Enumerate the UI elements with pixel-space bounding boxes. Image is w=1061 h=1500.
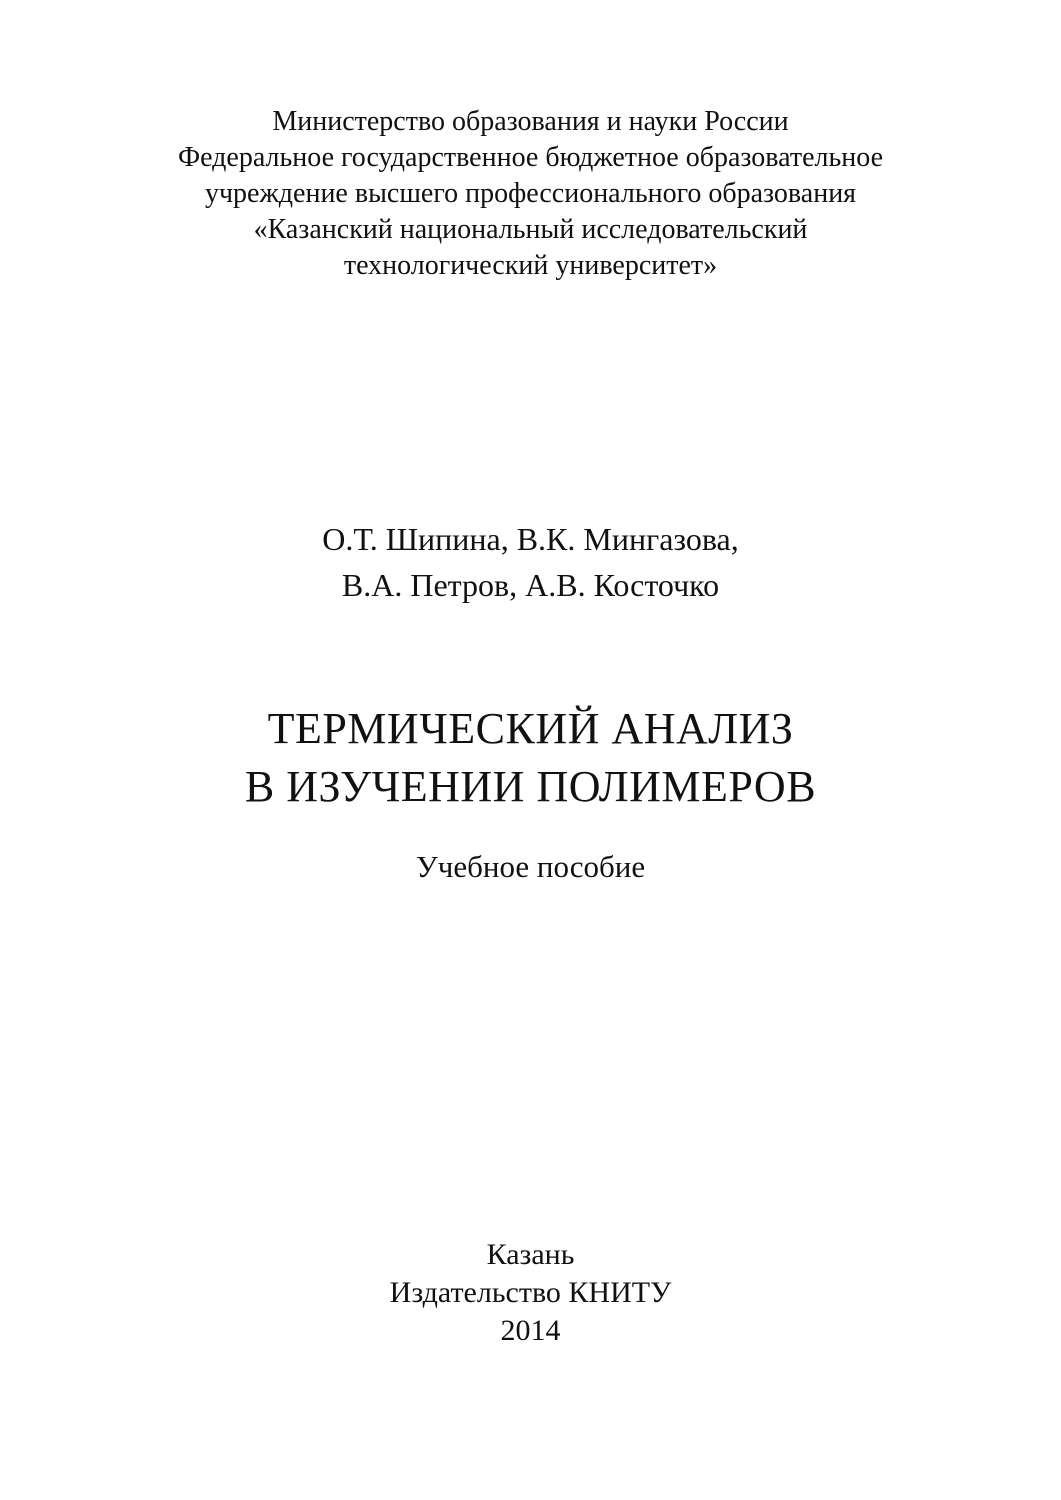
institution-level-line: учреждение высшего профессионального образования	[204, 178, 857, 209]
university-name-line-1: «Казанский национальный исследовательский	[253, 214, 808, 245]
authors-block	[0, 516, 1061, 608]
authors-line-2: В.А. Петров, А.В. Косточко	[341, 567, 720, 603]
book-title	[0, 700, 1061, 816]
imprint-year: 2014	[500, 1314, 561, 1347]
imprint-city: Казань	[486, 1238, 575, 1271]
university-name-line-2: технологический университет»	[343, 250, 718, 281]
institution-block	[0, 104, 1061, 284]
book-title-line-2: В ИЗУЧЕНИИ ПОЛИМЕРОВ	[244, 762, 817, 811]
book-title-line-1: ТЕРМИЧЕСКИЙ АНАЛИЗ	[267, 704, 794, 753]
imprint-block	[0, 1236, 1061, 1350]
authors-line-1: О.Т. Шипина, В.К. Мингазова,	[322, 521, 739, 557]
institution-type-line: Федеральное государственное бюджетное образовательное	[177, 142, 884, 173]
imprint-publisher: Издательство КНИТУ	[389, 1276, 672, 1309]
book-type: Учебное пособие	[415, 849, 646, 884]
book-subtitle	[0, 847, 1061, 887]
ministry-line: Министерство образования и науки России	[272, 106, 789, 137]
